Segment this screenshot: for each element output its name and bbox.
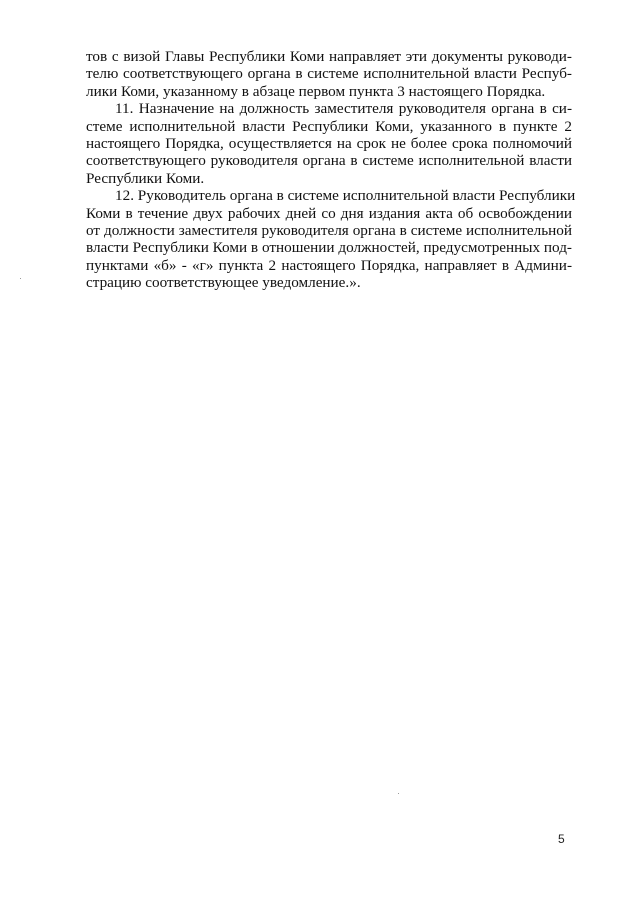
text-line: 11. Назначение на должность заместителя руководителя органа в си- bbox=[115, 100, 572, 118]
text-line: стеме исполнительной власти Республики Коми, указанного в пункте 2 bbox=[86, 117, 572, 135]
document-body bbox=[86, 48, 576, 292]
text-line: настоящего Порядка, осуществляется на срок не более срока полномочий bbox=[86, 135, 572, 153]
text-line: пунктами «б» - «г» пункта 2 настоящего Порядка, направляет в Админи- bbox=[86, 256, 572, 274]
paragraph-continuation bbox=[86, 48, 572, 100]
text-line: Республики Коми. bbox=[86, 169, 205, 187]
scan-speck bbox=[20, 278, 21, 279]
paragraph-item-11 bbox=[86, 100, 572, 187]
scan-speck bbox=[398, 793, 399, 794]
text-line: власти Республики Коми в отношении должностей, предусмотренных под- bbox=[86, 239, 572, 257]
paragraph-item-12 bbox=[86, 187, 576, 292]
text-line: тов с визой Главы Республики Коми направляет эти документы руководи- bbox=[86, 48, 572, 65]
text-line: Коми в течение двух рабочих дней со дня издания акта об освобождении bbox=[86, 204, 572, 222]
text-line: соответствующего руководителя органа в системе исполнительной власти bbox=[86, 152, 572, 170]
text-line: лики Коми, указанному в абзаце первом пункта 3 настоящего Порядка. bbox=[86, 82, 546, 100]
text-line: страцию соответствующее уведомление.». bbox=[86, 274, 361, 292]
text-line: 12. Руководитель органа в системе исполнительной власти Республики bbox=[115, 187, 576, 205]
text-line: от должности заместителя руководителя органа в системе исполнительной bbox=[86, 222, 572, 240]
text-line: телю соответствующего органа в системе исполнительной власти Респуб- bbox=[86, 65, 572, 83]
page-number: 5 bbox=[558, 832, 565, 846]
